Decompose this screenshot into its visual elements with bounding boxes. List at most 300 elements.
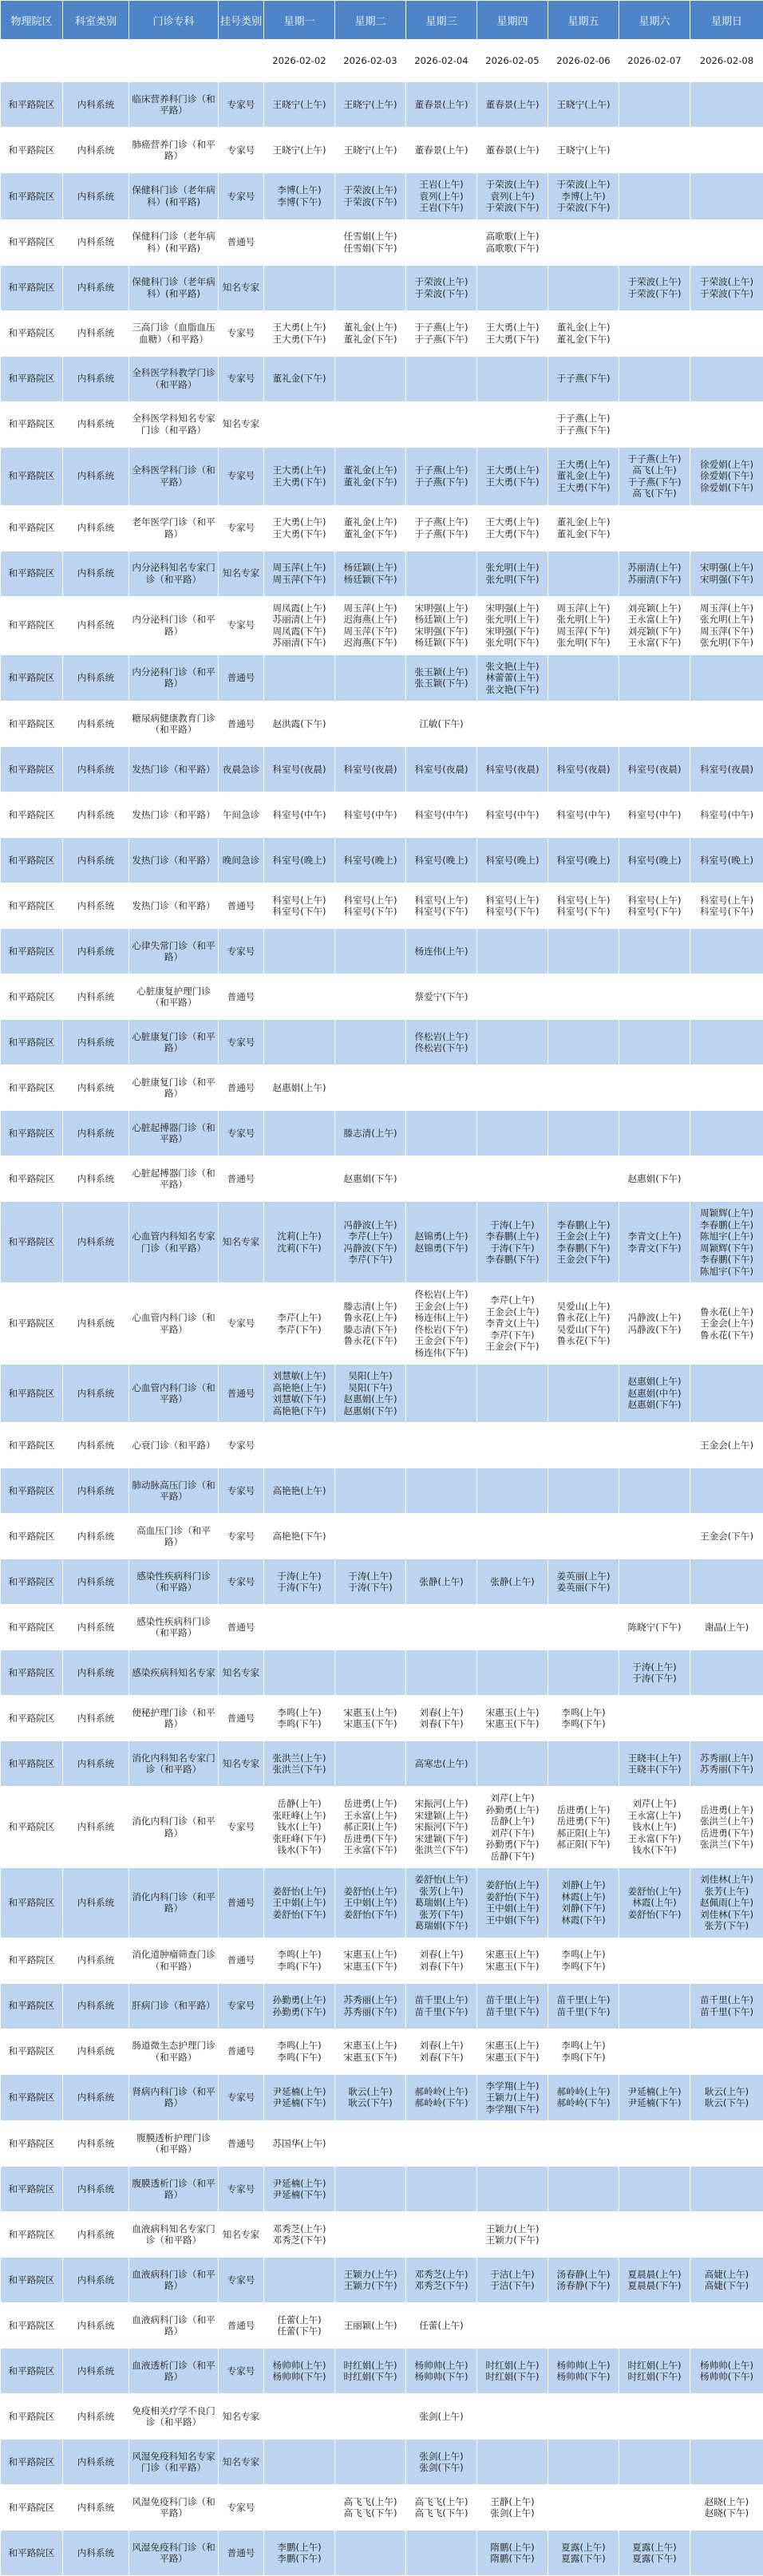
dept-cell: 内科系统 xyxy=(63,219,129,265)
type-cell: 普通号 xyxy=(219,2303,264,2349)
clinic-cell: 血液病科知名专家门诊（和平路） xyxy=(129,2212,219,2258)
schedule-cell xyxy=(477,1423,548,1468)
schedule-cell: 夏露(上午) 夏露(下午) xyxy=(619,2531,690,2576)
campus-cell: 和平路院区 xyxy=(1,654,63,701)
campus-cell: 和平路院区 xyxy=(1,2074,63,2121)
column-header: 物理院区 xyxy=(1,1,63,40)
table-row xyxy=(1,2074,763,2121)
schedule-cell: 于子燕(上午) 于子燕(下午) xyxy=(406,310,477,356)
table-row xyxy=(1,173,763,220)
schedule-cell: 董礼金(上午) 董礼金(下午) xyxy=(548,310,619,356)
type-cell: 普通号 xyxy=(219,974,264,1020)
column-header: 星期一 xyxy=(264,1,335,40)
schedule-cell: 王晓宁(上午) xyxy=(335,128,406,173)
schedule-cell: 刘芹(上午) 王永富(上午) 钱水(上午) 王永富(下午) 钱水(下午) xyxy=(619,1787,690,1868)
schedule-cell xyxy=(335,1020,406,1065)
schedule-cell: 夏露(上午) 夏露(下午) xyxy=(548,2531,619,2576)
dept-cell: 内科系统 xyxy=(63,2074,129,2121)
schedule-cell xyxy=(619,1514,690,1559)
clinic-cell: 风湿免疫科门诊（和平路） xyxy=(129,2485,219,2531)
schedule-cell: 邓秀芝(上午) 邓秀芝(下午) xyxy=(264,2212,335,2258)
schedule-cell xyxy=(548,701,619,747)
type-cell: 专家号 xyxy=(219,1983,264,2029)
dept-cell: 内科系统 xyxy=(63,310,129,356)
schedule-cell: 李芹(上午) 李芹(下午) xyxy=(264,1283,335,1365)
schedule-cell: 科室号(上午) 科室号(下午) xyxy=(548,883,619,929)
dept-cell: 内科系统 xyxy=(63,2212,129,2258)
schedule-cell xyxy=(548,974,619,1020)
schedule-cell xyxy=(335,265,406,310)
dept-cell: 内科系统 xyxy=(63,1020,129,1065)
schedule-cell: 科室号(上午) 科室号(下午) xyxy=(335,883,406,929)
dept-cell: 内科系统 xyxy=(63,654,129,701)
schedule-cell: 耿云(上午) 耿云(下午) xyxy=(335,2074,406,2121)
column-header: 星期五 xyxy=(548,1,619,40)
schedule-cell: 王大勇(上午) 王大勇(下午) xyxy=(264,505,335,551)
campus-cell: 和平路院区 xyxy=(1,701,63,747)
dept-cell: 内科系统 xyxy=(63,792,129,838)
schedule-cell xyxy=(548,2212,619,2258)
schedule-cell: 王晓丰(上午) 王晓丰(下午) xyxy=(619,1741,690,1787)
campus-cell: 和平路院区 xyxy=(1,1020,63,1065)
schedule-cell: 科室号(夜晨) xyxy=(477,747,548,792)
schedule-cell xyxy=(619,701,690,747)
schedule-cell: 李鸣(上午) 李鸣(下午) xyxy=(548,1938,619,1983)
table-row xyxy=(1,1938,763,1983)
schedule-cell xyxy=(548,1156,619,1202)
table-row xyxy=(1,654,763,701)
schedule-cell: 姜舒怡(上午) 林霞(上午) 姜舒怡(下午) xyxy=(619,1868,690,1938)
type-cell: 专家号 xyxy=(219,505,264,551)
schedule-cell xyxy=(335,1065,406,1111)
schedule-cell: 于子燕(下午) xyxy=(548,356,619,401)
campus-cell: 和平路院区 xyxy=(1,2212,63,2258)
schedule-cell xyxy=(690,1020,763,1065)
date-cell: 2026-02-05 xyxy=(477,40,548,82)
table-row xyxy=(1,2258,763,2303)
schedule-cell xyxy=(619,219,690,265)
clinic-cell: 心律失常门诊（和平路） xyxy=(129,929,219,974)
column-header: 星期日 xyxy=(690,1,763,40)
schedule-cell: 王晓宁(上午) xyxy=(548,82,619,128)
dept-cell: 内科系统 xyxy=(63,2531,129,2576)
schedule-cell xyxy=(619,1111,690,1156)
schedule-cell: 周凤霞(上午) 苏丽清(上午) 周凤霞(下午) 苏丽清(下午) xyxy=(264,596,335,654)
type-cell: 专家号 xyxy=(219,1468,264,1514)
column-header: 科室类别 xyxy=(63,1,129,40)
dept-cell: 内科系统 xyxy=(63,974,129,1020)
schedule-cell xyxy=(619,1065,690,1111)
schedule-cell xyxy=(406,2121,477,2167)
campus-cell: 和平路院区 xyxy=(1,883,63,929)
dept-cell: 内科系统 xyxy=(63,128,129,173)
schedule-cell xyxy=(406,2212,477,2258)
clinic-cell: 风湿免疫科知名专家门诊（和平路） xyxy=(129,2440,219,2485)
schedule-cell: 尹延楠(上午) 尹延楠(下午) xyxy=(619,2074,690,2121)
schedule-cell xyxy=(477,1156,548,1202)
campus-cell: 和平路院区 xyxy=(1,219,63,265)
table-row xyxy=(1,1983,763,2029)
schedule-cell xyxy=(619,310,690,356)
schedule-cell: 姜舒怡(上午) 王中娟(上午) 姜舒怡(下午) xyxy=(335,1868,406,1938)
schedule-cell xyxy=(548,1111,619,1156)
schedule-cell: 张剑(上午) 张剑(下午) xyxy=(406,2440,477,2485)
schedule-cell: 宋惠玉(上午) 宋惠玉(下午) xyxy=(335,1938,406,1983)
dept-cell: 内科系统 xyxy=(63,1696,129,1741)
schedule-cell xyxy=(406,2167,477,2212)
schedule-cell xyxy=(335,654,406,701)
schedule-cell: 科室号(上午) 科室号(下午) xyxy=(619,883,690,929)
schedule-cell: 于子燕(上午) 于子燕(下午) xyxy=(406,447,477,505)
type-cell: 普通号 xyxy=(219,883,264,929)
schedule-cell xyxy=(690,929,763,974)
dept-cell: 内科系统 xyxy=(63,2029,129,2074)
schedule-cell xyxy=(548,1020,619,1065)
clinic-cell: 内分泌科门诊（和平路） xyxy=(129,654,219,701)
type-cell: 夜晨急诊 xyxy=(219,747,264,792)
table-row xyxy=(1,1365,763,1423)
schedule-cell xyxy=(548,1468,619,1514)
schedule-cell: 于荣波(上午) 于荣波(下午) xyxy=(335,173,406,220)
dept-cell: 内科系统 xyxy=(63,551,129,596)
clinic-cell: 便秘护理门诊（和平路） xyxy=(129,1696,219,1741)
schedule-cell: 高飞飞(上午) 高飞飞(下午) xyxy=(406,2485,477,2531)
schedule-cell: 王静(上午) 张剑(上午) xyxy=(477,2485,548,2531)
campus-cell: 和平路院区 xyxy=(1,2029,63,2074)
campus-cell: 和平路院区 xyxy=(1,974,63,1020)
schedule-cell: 岳静(上午) 张旺峰(上午) 钱水(上午) 张旺峰(下午) 钱水(下午) xyxy=(264,1787,335,1868)
type-cell: 专家号 xyxy=(219,447,264,505)
schedule-cell: 科室号(上午) 科室号(下午) xyxy=(264,883,335,929)
clinic-cell: 免疫相关疗学不良门诊（和平路） xyxy=(129,2394,219,2440)
clinic-cell: 消化内科知名专家门诊（和平路） xyxy=(129,1741,219,1787)
schedule-cell: 高艳艳(上午) xyxy=(264,1468,335,1514)
schedule-cell: 于子燕(上午) 于子燕(下午) xyxy=(406,505,477,551)
schedule-cell: 李学翔(上午) 王颖力(上午) 李学翔(下午) xyxy=(477,2074,548,2121)
schedule-cell xyxy=(264,929,335,974)
schedule-cell xyxy=(406,401,477,447)
type-cell: 专家号 xyxy=(219,173,264,220)
schedule-cell xyxy=(619,654,690,701)
campus-cell: 和平路院区 xyxy=(1,1468,63,1514)
schedule-cell: 宋明强(上午) 张允明(上午) 宋明强(下午) 张允明(下午) xyxy=(477,596,548,654)
date-cell: 2026-02-03 xyxy=(335,40,406,82)
schedule-cell xyxy=(548,929,619,974)
dept-cell: 内科系统 xyxy=(63,1741,129,1787)
table-row xyxy=(1,505,763,551)
schedule-cell: 周玉萍(上午) 张允明(上午) 周玉萍(下午) 张允明(下午) xyxy=(690,596,763,654)
schedule-cell xyxy=(335,2212,406,2258)
clinic-cell: 肾病内科门诊（和平路） xyxy=(129,2074,219,2121)
schedule-cell xyxy=(690,82,763,128)
schedule-cell xyxy=(619,1983,690,2029)
campus-cell: 和平路院区 xyxy=(1,2121,63,2167)
clinic-cell: 心血管内科知名专家门诊（和平路） xyxy=(129,1202,219,1283)
schedule-cell: 于子燕(上午) 高飞(上午) 于子燕(下午) 高飞(下午) xyxy=(619,447,690,505)
type-cell: 普通号 xyxy=(219,1868,264,1938)
table-row xyxy=(1,1156,763,1202)
schedule-cell: 赵惠娟(上午) xyxy=(264,1065,335,1111)
schedule-cell: 苏丽清(上午) 苏丽清(下午) xyxy=(619,551,690,596)
schedule-cell: 李鸣(上午) 李鸣(下午) xyxy=(264,1696,335,1741)
schedule-cell: 周颖辉(上午) 李春鹏(上午) 陈旭宇(上午) 周颖辉(下午) 李春鹏(下午) 陈旭宇(下午) xyxy=(690,1202,763,1283)
clinic-cell: 肺癌营养门诊（和平路） xyxy=(129,128,219,173)
schedule-cell: 郝岭岭(上午) 郝岭岭(下午) xyxy=(548,2074,619,2121)
campus-cell: 和平路院区 xyxy=(1,2349,63,2394)
schedule-cell xyxy=(477,1020,548,1065)
schedule-cell: 科室号(中午) xyxy=(264,792,335,838)
schedule-cell: 杨帅帅(上午) 杨帅帅(下午) xyxy=(548,2349,619,2394)
schedule-cell xyxy=(548,2121,619,2167)
table-row xyxy=(1,929,763,974)
campus-cell: 和平路院区 xyxy=(1,1514,63,1559)
schedule-cell: 邓秀芝(上午) 邓秀芝(下午) xyxy=(406,2258,477,2303)
schedule-cell xyxy=(619,1559,690,1605)
clinic-cell: 全科医学科知名专家门诊（和平路） xyxy=(129,401,219,447)
dept-cell: 内科系统 xyxy=(63,447,129,505)
dept-cell: 内科系统 xyxy=(63,929,129,974)
schedule-cell: 刘芹(上午) 孙勤勇(上午) 岳静(上午) 刘芹(下午) 孙勤勇(下午) 岳静(下午) xyxy=(477,1787,548,1868)
clinic-cell: 肺动脉高压门诊（和平路） xyxy=(129,1468,219,1514)
schedule-cell: 高艳艳(下午) xyxy=(264,1514,335,1559)
dept-cell: 内科系统 xyxy=(63,701,129,747)
schedule-cell xyxy=(690,1365,763,1423)
clinic-cell: 肠道微生态护理门诊（和平路） xyxy=(129,2029,219,2074)
type-cell: 专家号 xyxy=(219,1283,264,1365)
schedule-cell xyxy=(690,505,763,551)
schedule-cell: 王大勇(上午) 王大勇(下午) xyxy=(477,447,548,505)
schedule-cell xyxy=(619,2440,690,2485)
schedule-cell: 滕志清(上午) 鲁永花(上午) 滕志清(下午) 鲁永花(下午) xyxy=(335,1283,406,1365)
campus-cell: 和平路院区 xyxy=(1,1065,63,1111)
clinic-cell: 发热门诊（和平路） xyxy=(129,747,219,792)
dept-cell: 内科系统 xyxy=(63,505,129,551)
schedule-cell: 蔡爱宁(下午) xyxy=(406,974,477,1020)
clinic-cell: 发热门诊（和平路） xyxy=(129,883,219,929)
schedule-cell: 于洁(上午) 于洁(下午) xyxy=(477,2258,548,2303)
schedule-cell xyxy=(619,2029,690,2074)
clinic-cell: 心脏起搏器门诊（和平路） xyxy=(129,1156,219,1202)
dept-cell: 内科系统 xyxy=(63,2485,129,2531)
schedule-cell xyxy=(548,2485,619,2531)
campus-cell: 和平路院区 xyxy=(1,2440,63,2485)
schedule-cell xyxy=(619,2303,690,2349)
schedule-cell: 徐爱娟(上午) 徐爱娟(下午) 徐爱娟(下午) xyxy=(690,447,763,505)
dept-cell: 内科系统 xyxy=(63,1650,129,1696)
schedule-cell xyxy=(264,2394,335,2440)
dept-cell: 内科系统 xyxy=(63,838,129,883)
schedule-cell xyxy=(406,1111,477,1156)
schedule-cell: 科室号(中午) xyxy=(690,792,763,838)
table-row xyxy=(1,883,763,929)
campus-cell: 和平路院区 xyxy=(1,1365,63,1423)
schedule-cell xyxy=(477,265,548,310)
schedule-cell: 李鹏(上午) 李鹏(下午) xyxy=(264,2531,335,2576)
schedule-cell xyxy=(264,1156,335,1202)
column-header: 星期三 xyxy=(406,1,477,40)
campus-cell: 和平路院区 xyxy=(1,2303,63,2349)
schedule-cell: 苗千里(上午) 苗千里(下午) xyxy=(477,1983,548,2029)
table-row xyxy=(1,1559,763,1605)
table-row xyxy=(1,1468,763,1514)
schedule-cell: 耿云(上午) 耿云(下午) xyxy=(690,2074,763,2121)
schedule-cell xyxy=(548,2440,619,2485)
schedule-cell: 于荣波(上午) 李博(上午) 于荣波(下午) xyxy=(548,173,619,220)
campus-cell: 和平路院区 xyxy=(1,356,63,401)
schedule-cell: 杨帅帅(上午) 杨帅帅(下午) xyxy=(264,2349,335,2394)
schedule-cell: 吴阳(上午) 吴阳(下午) 赵惠娟(上午) 赵惠娟(下午) xyxy=(335,1365,406,1423)
schedule-cell xyxy=(619,1468,690,1514)
schedule-cell: 董礼金(上午) 董礼金(下午) xyxy=(548,505,619,551)
schedule-cell xyxy=(406,1468,477,1514)
schedule-cell: 佟松岩(上午) 王金会(上午) 杨连伟(上午) 佟松岩(下午) 王金会(下午) 杨连伟(下午) xyxy=(406,1283,477,1365)
schedule-cell: 王晓宁(上午) xyxy=(335,82,406,128)
schedule-cell: 沈莉(上午) 沈莉(下午) xyxy=(264,1202,335,1283)
schedule-cell xyxy=(690,1468,763,1514)
schedule-cell: 赵洪霞(下午) xyxy=(264,701,335,747)
table-row xyxy=(1,447,763,505)
schedule-cell: 赵惠娟(上午) 赵惠娟(中午) 赵惠娟(下午) xyxy=(619,1365,690,1423)
schedule-cell: 杨帅帅(上午) 杨帅帅(下午) xyxy=(690,2349,763,2394)
schedule-cell xyxy=(477,1111,548,1156)
schedule-cell: 科室号(晚上) xyxy=(264,838,335,883)
schedule-cell: 科室号(中午) xyxy=(548,792,619,838)
schedule-cell: 岳进勇(上午) 岳进勇(下午) 郝正阳(上午) 郝正阳(下午) xyxy=(548,1787,619,1868)
schedule-cell xyxy=(406,1065,477,1111)
schedule-cell: 尹延楠(上午) 尹延楠(下午) xyxy=(264,2167,335,2212)
type-cell: 知名专家 xyxy=(219,2394,264,2440)
clinic-cell: 血液病科门诊（和平路） xyxy=(129,2258,219,2303)
clinic-cell: 心脏康复护理门诊（和平路） xyxy=(129,974,219,1020)
table-row xyxy=(1,747,763,792)
type-cell: 普通号 xyxy=(219,654,264,701)
dept-cell: 内科系统 xyxy=(63,1868,129,1938)
clinic-cell: 发热门诊（和平路） xyxy=(129,838,219,883)
table-row xyxy=(1,265,763,310)
schedule-cell: 孙勤勇(上午) 孙勤勇(下午) xyxy=(264,1983,335,2029)
schedule-cell: 科室号(晚上) xyxy=(406,838,477,883)
schedule-cell: 李芹(上午) 王金会(上午) 李青文(上午) 李芹(下午) 王金会(下午) xyxy=(477,1283,548,1365)
schedule-cell: 李鸣(上午) 李鸣(下午) xyxy=(264,1938,335,1983)
type-cell: 普通号 xyxy=(219,219,264,265)
schedule-cell xyxy=(264,1020,335,1065)
table-row xyxy=(1,356,763,401)
table-row xyxy=(1,2167,763,2212)
schedule-cell: 王大勇(上午) 王大勇(下午) xyxy=(264,310,335,356)
schedule-cell: 张允明(上午) 张允明(下午) xyxy=(477,551,548,596)
schedule-cell xyxy=(264,265,335,310)
type-cell: 知名专家 xyxy=(219,401,264,447)
schedule-cell: 周玉萍(上午) 周玉萍(下午) xyxy=(264,551,335,596)
table-row xyxy=(1,1696,763,1741)
date-row-spacer xyxy=(63,40,129,82)
schedule-cell: 苗千里(上午) 苗千里(下午) xyxy=(690,1983,763,2029)
schedule-cell xyxy=(690,654,763,701)
table-row xyxy=(1,2394,763,2440)
dept-cell: 内科系统 xyxy=(63,1605,129,1650)
campus-cell: 和平路院区 xyxy=(1,792,63,838)
schedule-cell: 姜英丽(上午) 姜英丽(下午) xyxy=(548,1559,619,1605)
clinic-cell: 风湿免疫科门诊（和平路） xyxy=(129,2531,219,2576)
schedule-cell xyxy=(264,1423,335,1468)
schedule-cell: 王颖力(上午) 王颖力(下午) xyxy=(335,2258,406,2303)
schedule-cell xyxy=(264,1111,335,1156)
schedule-cell xyxy=(619,505,690,551)
dept-cell: 内科系统 xyxy=(63,1283,129,1365)
dept-cell: 内科系统 xyxy=(63,1365,129,1423)
schedule-cell xyxy=(690,701,763,747)
clinic-cell: 感染疾病科知名专家 xyxy=(129,1650,219,1696)
schedule-cell: 杨廷颖(上午) 杨廷颖(下午) xyxy=(335,551,406,596)
type-cell: 专家号 xyxy=(219,1514,264,1559)
table-row xyxy=(1,2440,763,2485)
schedule-cell: 于荣波(上午) 袁列(上午) 于荣波(下午) xyxy=(477,173,548,220)
dept-cell: 内科系统 xyxy=(63,596,129,654)
schedule-cell xyxy=(690,2167,763,2212)
clinic-cell: 心脏起搏器门诊（和平路） xyxy=(129,1111,219,1156)
schedule-cell: 于涛(上午) 于涛(下午) xyxy=(335,1559,406,1605)
schedule-cell: 董礼金(上午) 董礼金(下午) xyxy=(335,310,406,356)
campus-cell: 和平路院区 xyxy=(1,1156,63,1202)
clinic-cell: 保健科门诊（老年病科）(和平路) xyxy=(129,219,219,265)
type-cell: 专家号 xyxy=(219,596,264,654)
type-cell: 普通号 xyxy=(219,2029,264,2074)
schedule-cell: 于荣波(上午) 于荣波(下午) xyxy=(619,265,690,310)
column-header: 门诊专科 xyxy=(129,1,219,40)
schedule-cell xyxy=(477,2121,548,2167)
schedule-cell: 张静(上午) xyxy=(477,1559,548,1605)
type-cell: 专家号 xyxy=(219,1787,264,1868)
schedule-cell: 于荣波(上午) 于荣波(下午) xyxy=(690,265,763,310)
clinic-cell: 保健科门诊（老年病科）(和平路) xyxy=(129,173,219,220)
schedule-cell xyxy=(335,356,406,401)
schedule-cell: 于涛(上午) 于涛(下午) xyxy=(264,1559,335,1605)
type-cell: 普通号 xyxy=(219,1696,264,1741)
schedule-cell xyxy=(690,2212,763,2258)
type-cell: 专家号 xyxy=(219,2074,264,2121)
clinic-cell: 感染性疾病科门诊（和平路） xyxy=(129,1605,219,1650)
schedule-cell: 科室号(夜晨) xyxy=(548,747,619,792)
schedule-cell xyxy=(548,1605,619,1650)
schedule-cell: 高歌歌(上午) 高歌歌(下午) xyxy=(477,219,548,265)
dept-cell: 内科系统 xyxy=(63,2258,129,2303)
schedule-cell: 科室号(中午) xyxy=(406,792,477,838)
schedule-cell xyxy=(477,2167,548,2212)
type-cell: 专家号 xyxy=(219,2485,264,2531)
dept-cell: 内科系统 xyxy=(63,1423,129,1468)
schedule-cell: 张静(上午) xyxy=(406,1559,477,1605)
schedule-cell: 赵惠娟(下午) xyxy=(619,1156,690,1202)
schedule-cell: 科室号(晚上) xyxy=(548,838,619,883)
type-cell: 知名专家 xyxy=(219,1202,264,1283)
campus-cell: 和平路院区 xyxy=(1,1605,63,1650)
dept-cell: 内科系统 xyxy=(63,82,129,128)
schedule-cell: 宋明强(上午) 杨廷颖(上午) 宋明强(下午) 杨廷颖(下午) xyxy=(406,596,477,654)
schedule-cell xyxy=(264,401,335,447)
schedule-cell: 周玉萍(上午) 张允明(上午) 周玉萍(下午) 张允明(下午) xyxy=(548,596,619,654)
schedule-cell xyxy=(690,401,763,447)
schedule-cell: 科室号(上午) 科室号(下午) xyxy=(690,883,763,929)
schedule-cell: 隋鹏(上午) 隋鹏(下午) xyxy=(477,2531,548,2576)
schedule-cell xyxy=(477,1605,548,1650)
dept-cell: 内科系统 xyxy=(63,265,129,310)
type-cell: 专家号 xyxy=(219,356,264,401)
schedule-cell: 王金会(上午) xyxy=(690,1423,763,1468)
type-cell: 专家号 xyxy=(219,1020,264,1065)
schedule-cell xyxy=(690,1156,763,1202)
campus-cell: 和平路院区 xyxy=(1,505,63,551)
clinic-cell: 心血管内科门诊（和平路） xyxy=(129,1283,219,1365)
